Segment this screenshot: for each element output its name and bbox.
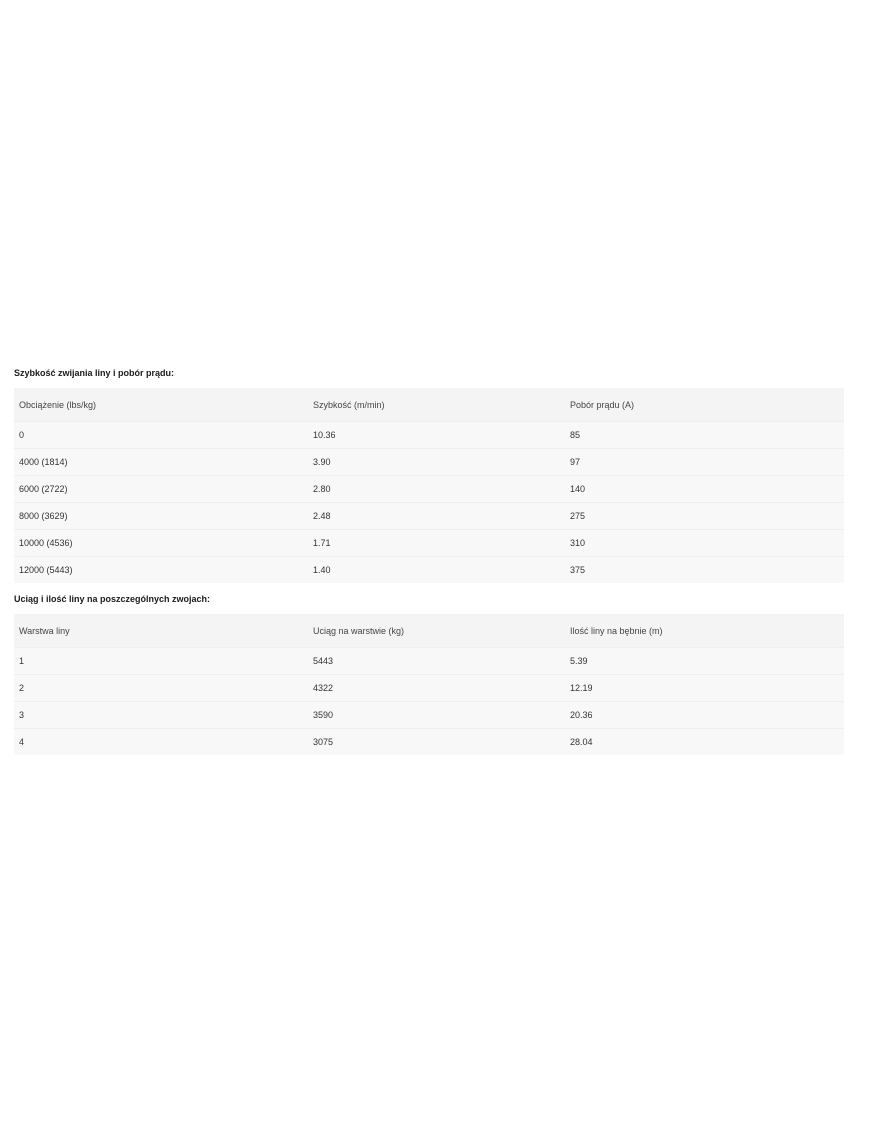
cell-pull: 3590 xyxy=(308,702,565,729)
cell-speed: 2.80 xyxy=(308,476,565,503)
cell-current: 310 xyxy=(565,530,844,557)
cell-current: 85 xyxy=(565,422,844,449)
spec-content xyxy=(14,366,844,755)
cell-load: 4000 (1814) xyxy=(14,449,308,476)
table-row xyxy=(14,449,844,476)
table-row xyxy=(14,503,844,530)
cell-current: 375 xyxy=(570,565,586,575)
header-layer: Warstwa liny xyxy=(14,614,308,648)
cell-pull: 5443 xyxy=(308,648,565,675)
cell-load: 10000 (4536) xyxy=(14,530,308,557)
speed-section-title: Szybkość zwijania liny i pobór prądu: xyxy=(14,368,175,378)
table-row xyxy=(14,729,844,756)
header-speed: Szybkość (m/min) xyxy=(308,388,565,422)
table-row xyxy=(14,476,844,503)
cell-rope-length: 5.39 xyxy=(565,648,844,675)
cell-load: 12000 (5443) xyxy=(19,565,73,575)
header-pull: Uciąg na warstwie (kg) xyxy=(308,614,565,648)
cell-load: 6000 (2722) xyxy=(14,476,308,503)
cell-layer: 2 xyxy=(14,675,308,702)
cell-layer: 4 xyxy=(19,737,25,747)
cell-layer: 3 xyxy=(14,702,308,729)
header-load: Obciążenie (lbs/kg) xyxy=(14,388,308,422)
cell-speed: 1.71 xyxy=(308,530,565,557)
cell-pull: 3075 xyxy=(313,737,334,747)
table-row xyxy=(14,530,844,557)
header-rope-length: Ilość liny na bębnie (m) xyxy=(565,614,844,648)
table-header-row xyxy=(14,388,844,422)
table-row xyxy=(14,648,844,675)
cell-current: 97 xyxy=(565,449,844,476)
cell-rope-length: 28.04 xyxy=(570,737,593,747)
cell-speed: 3.90 xyxy=(308,449,565,476)
layer-section-title: Uciąg i ilość liny na poszczególnych zwojach: xyxy=(14,594,211,604)
speed-current-table xyxy=(14,388,844,583)
cell-speed: 2.48 xyxy=(308,503,565,530)
table-header-row xyxy=(14,614,844,648)
cell-pull: 4322 xyxy=(308,675,565,702)
cell-layer: 1 xyxy=(14,648,308,675)
cell-rope-length: 12.19 xyxy=(565,675,844,702)
cell-current: 275 xyxy=(565,503,844,530)
cell-speed: 10.36 xyxy=(308,422,565,449)
layer-pull-table xyxy=(14,614,844,755)
cell-current: 140 xyxy=(565,476,844,503)
cell-load: 8000 (3629) xyxy=(14,503,308,530)
table-row xyxy=(14,422,844,449)
table-row xyxy=(14,557,844,584)
cell-load: 0 xyxy=(14,422,308,449)
cell-rope-length: 20.36 xyxy=(565,702,844,729)
cell-speed: 1.40 xyxy=(313,565,331,575)
table-row xyxy=(14,675,844,702)
header-current: Pobór prądu (A) xyxy=(565,388,844,422)
table-row xyxy=(14,702,844,729)
